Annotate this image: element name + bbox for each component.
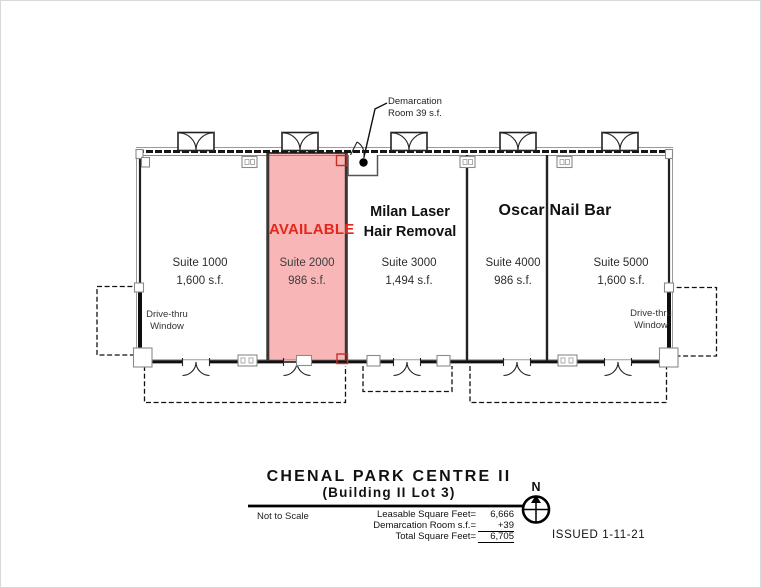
suite-5000-label bbox=[571, 255, 671, 290]
suite-4000-name: Suite 4000 bbox=[485, 257, 541, 269]
demarcation-room bbox=[348, 103, 387, 176]
drive-thru-line2: Window bbox=[150, 320, 184, 332]
demarcation-door-swing bbox=[351, 142, 365, 155]
stat-leasable-value: 6,666 bbox=[490, 509, 514, 520]
stat-total bbox=[333, 531, 514, 542]
drive-thru-line1: Drive-thru bbox=[630, 308, 672, 319]
stat-leasable bbox=[333, 509, 514, 520]
suite-2000-name: Suite 2000 bbox=[279, 257, 335, 269]
stat-leasable-label: Leasable Square Feet= bbox=[376, 509, 476, 520]
stat-demarcation-label: Demarcation Room s.f.= bbox=[373, 520, 476, 531]
compass-north-label: N bbox=[531, 480, 541, 494]
stat-total-label: Total Square Feet= bbox=[395, 531, 476, 542]
stat-total-value: 6,705 bbox=[478, 531, 514, 543]
suite-1000-name: Suite 1000 bbox=[172, 257, 228, 269]
tenant-milan-line1: Milan Laser bbox=[370, 204, 450, 220]
stat-demarcation bbox=[333, 520, 514, 531]
stat-demarcation-value: +39 bbox=[478, 520, 514, 532]
dashed-site-outlines bbox=[97, 287, 717, 403]
suite-5000-area: 1,600 s.f. bbox=[597, 274, 645, 287]
tenant-oscar-nail-bar: Oscar Nail Bar bbox=[498, 202, 612, 219]
demarcation-callout-line1: Demarcation bbox=[388, 96, 442, 107]
demarcation-room-callout bbox=[388, 96, 442, 119]
suite-3000-area: 1,494 s.f. bbox=[385, 274, 433, 287]
available-status-label: AVAILABLE bbox=[269, 221, 355, 238]
front-walk-right bbox=[470, 366, 667, 403]
demarcation-callout-line2: Room 39 s.f. bbox=[388, 107, 442, 119]
tenant-milan-laser bbox=[350, 202, 470, 242]
drive-thru-window-label-right bbox=[618, 308, 684, 331]
demarcation-leader-line bbox=[364, 103, 387, 158]
suite-2000-label bbox=[257, 255, 357, 290]
issued-date: ISSUED 1-11-21 bbox=[552, 529, 646, 541]
suite-5000-name: Suite 5000 bbox=[593, 257, 649, 269]
suite-1000-area: 1,600 s.f. bbox=[176, 274, 224, 287]
demarcation-location-dot bbox=[359, 158, 367, 166]
area-summary-table bbox=[333, 509, 514, 542]
suite-4000-label bbox=[463, 255, 563, 290]
drive-thru-window-label-left bbox=[134, 309, 200, 332]
drive-thru-line2: Window bbox=[634, 319, 668, 331]
tenant-milan-line2: Hair Removal bbox=[363, 224, 457, 240]
plan-subtitle: (Building II Lot 3) bbox=[322, 485, 456, 500]
suite-3000-name: Suite 3000 bbox=[381, 257, 437, 269]
front-walk-middle bbox=[363, 366, 452, 392]
scale-note: Not to Scale bbox=[257, 511, 309, 522]
suite-1000-label bbox=[150, 255, 250, 290]
suite-2000-area: 986 s.f. bbox=[288, 274, 326, 287]
drive-thru-line1: Drive-thru bbox=[146, 309, 188, 320]
plan-title: CHENAL PARK CENTRE II bbox=[266, 468, 512, 485]
suite-3000-label bbox=[359, 255, 459, 290]
front-walk-left bbox=[145, 366, 346, 403]
suite-4000-area: 986 s.f. bbox=[494, 274, 532, 287]
